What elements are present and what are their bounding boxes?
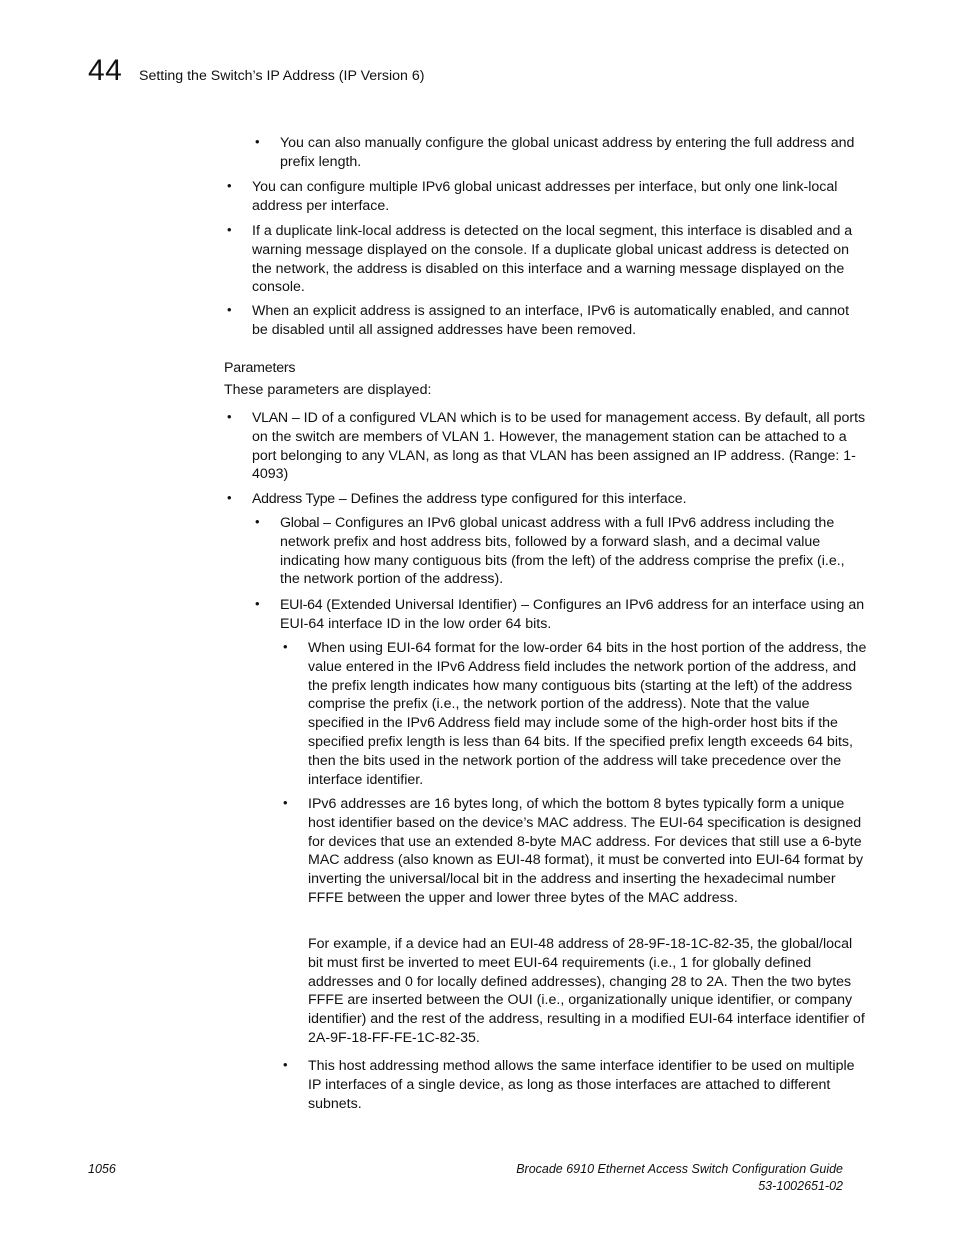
bullet-icon: • [227,409,232,424]
list-item-vlan [227,409,867,484]
list-item [227,302,867,340]
list-item [227,222,867,297]
bullet-text: You can also manually configure the global unicast address by entering the full address and prefix length. [280,135,855,170]
chapter-title: Setting the Switch’s IP Address (IP Version 6) [139,68,425,84]
bullet-text: When using EUI-64 format for the low-order 64 bits in the host portion of the address, the value entered in the IPv6 Address field includes the network portion of the address, and the prefix length indicates how many contiguous bits (starting at the left) of the address comprise the prefix (i.e., the network portion of the address). Note that the value specified in the IPv6 Address field may include some of the high-order host bits if the specified prefix length is less than 64 bits. If the specified prefix length exceeds 64 bits, then the bits used in the network portion of the address will take precedence over the interface identifier. [308,640,867,788]
list-item [255,134,867,172]
bullet-icon: • [283,639,288,654]
term-description: – ID of a configured VLAN which is to be used for management access. By default, all ports on the switch are members of VLAN 1. However, the management station can be attached to a port belonging to any VLAN, as long as that VLAN has been assigned an IP address. (Range: 1-4093) [252,410,866,483]
list-item [283,795,867,908]
bullet-text: If a duplicate link-local address is detected on the local segment, this interface is disabled and a warning message displayed on the console. If a duplicate global unicast address is detected on the network, the address is disabled on this interface and a warning message displayed on the console. [252,223,853,296]
list-item [227,178,867,216]
bullet-text: IPv6 addresses are 16 bytes long, of which the bottom 8 bytes typically form a unique host identifier based on the device’s MAC address. The EUI-64 specification is designed for devices that use an extended 8-byte MAC address. For devices that still use a 6-byte MAC address (also known as EUI-48 format), it must be converted into EUI-64 format by inverting the universal/local bit in the address and inserting the hexadecimal number FFFE between the upper and lower three bytes of the MAC address. [308,796,864,906]
term-global: Global [280,515,320,531]
doc-number: 53-1002651-02 [758,1179,843,1193]
list-item [283,639,867,789]
bullet-text: When an explicit address is assigned to an interface, IPv6 is automatically enabled, and cannot be disabled until all assigned addresses have been removed. [252,303,850,338]
bullet-icon: • [283,795,288,810]
section-intro: These parameters are displayed: [224,382,432,398]
term-description: – Configures an IPv6 global unicast address with a full IPv6 address including the network prefix and host address bits, followed by a forward slash, and a decimal value indicating how many contiguous bits (from the left) of the address comprise the prefix (i.e., the network portion of the address). [280,515,845,588]
list-item-global [255,514,867,589]
bullet-icon: • [227,222,232,237]
bullet-icon: • [227,302,232,317]
page-number: 1056 [88,1162,116,1176]
bullet-text: This host addressing method allows the same interface identifier to be used on multiple IP interfaces of a single device, as long as those interfaces are attached to different subnets. [308,1058,855,1112]
term-address-type: Address Type [252,491,335,507]
guide-title: Brocade 6910 Ethernet Access Switch Configuration Guide [516,1162,843,1176]
bullet-icon: • [255,514,260,529]
term-eui64: EUI-64 [280,597,323,613]
section-heading: Parameters [224,360,296,376]
bullet-icon: • [227,490,232,505]
bullet-icon: • [283,1057,288,1072]
bullet-icon: • [227,178,232,193]
term-description: (Extended Universal Identifier) – Configures an IPv6 address for an interface using an EUI-64 interface ID in the low order 64 bits. [280,597,865,632]
example-text: For example, if a device had an EUI-48 address of 28-9F-18-1C-82-35, the global/local bit must first be inverted to meet EUI-64 requirements (i.e., 1 for globally defined addresses and 0 for locally defined addresses), changing 28 to 2A. Then the two bytes FFFE are inserted between the OUI (i.e., organizationally unique identifier, or company identifier) and the rest of the address, resulting in a modified EUI-64 interface identifier of 2A-9F-18-FF-FE-1C-82-35. [308,936,865,1046]
list-item [283,1057,867,1113]
bullet-text: You can configure multiple IPv6 global unicast addresses per interface, but only one link-local address per interface. [252,179,838,214]
term-vlan: VLAN [252,410,288,426]
chapter-number: 44 [88,54,123,87]
page-footer [516,1161,843,1195]
bullet-icon: • [255,134,260,149]
list-item-address-type [227,490,867,509]
bullet-icon: • [255,596,260,611]
example-paragraph [308,935,867,1048]
list-item-eui64 [255,596,867,634]
term-description: – Defines the address type configured for this interface. [334,491,687,507]
